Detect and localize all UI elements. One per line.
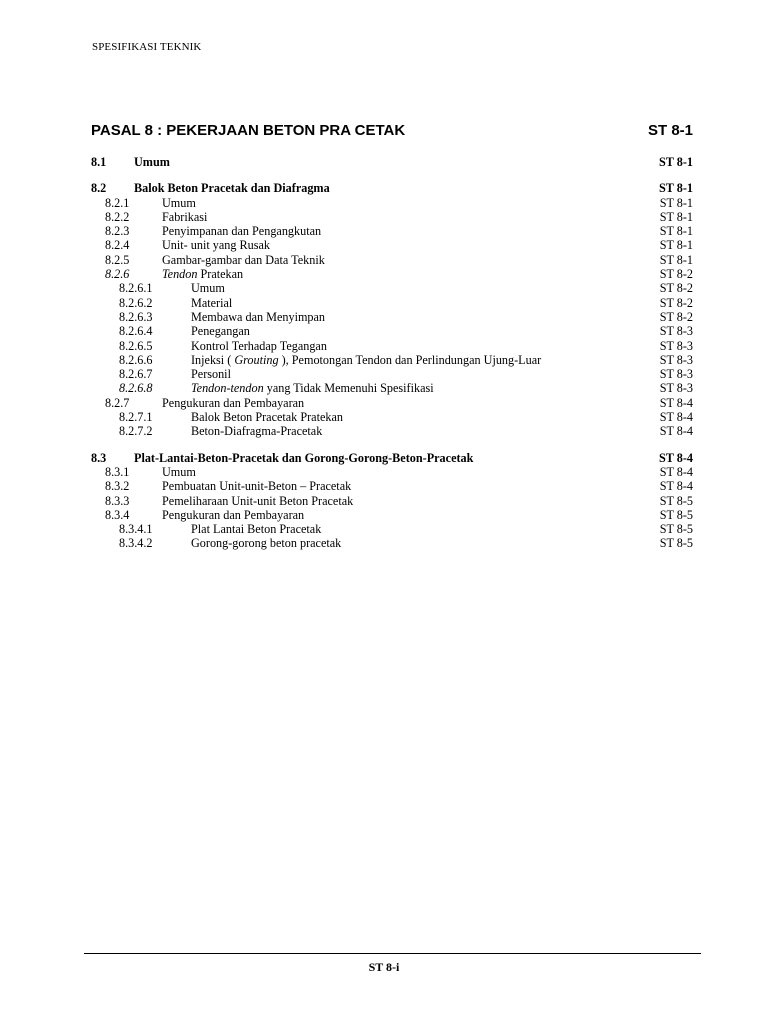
toc-label: Umum xyxy=(134,155,170,169)
toc-label: Pengukuran dan Pembayaran xyxy=(162,507,305,522)
toc-page: ST 8-5 xyxy=(659,522,693,537)
toc-label: Pembuatan Unit-unit-Beton – Pracetak xyxy=(162,479,352,494)
toc-label-rest: yang Tidak Memenuhi Spesifikasi xyxy=(263,381,434,396)
toc-page: ST 8-4 xyxy=(659,464,693,479)
toc-page: ST 8-4 xyxy=(659,410,693,425)
toc-label-italic: Grouting xyxy=(234,352,279,367)
toc-label-rest: Pratekan xyxy=(197,267,244,282)
page-number: ST 8-i xyxy=(368,960,400,974)
toc-label: Personil xyxy=(191,367,231,382)
toc-page: ST 8-4 xyxy=(659,424,693,439)
toc-label: Penegangan xyxy=(191,324,250,339)
toc-label xyxy=(191,381,434,395)
toc-page: ST 8-1 xyxy=(659,252,693,267)
toc-number: 8.2.3 xyxy=(105,224,130,239)
toc-page: ST 8-1 xyxy=(659,209,693,224)
chapter-title: PASAL 8 : PEKERJAAN BETON PRA CETAK xyxy=(91,122,406,139)
toc-label: Membawa dan Menyimpan xyxy=(191,309,326,324)
toc-number: 8.2.6.5 xyxy=(119,338,153,353)
running-header: SPESIFIKASI TEKNIK xyxy=(92,41,202,53)
toc-entry-8-2 xyxy=(91,181,693,195)
toc-page: ST 8-1 xyxy=(659,195,693,210)
toc-entry-8-2-6-8 xyxy=(91,381,693,395)
toc-label: Balok Beton Pracetak Pratekan xyxy=(191,410,343,425)
toc-page: ST 8-4 xyxy=(659,479,693,494)
toc-label: Material xyxy=(191,295,233,310)
toc-number: 8.2.5 xyxy=(105,252,130,267)
toc-number: 8.2.6.1 xyxy=(119,281,153,296)
toc-label: Umum xyxy=(162,195,196,210)
toc-entry-8-3-4-2 xyxy=(91,536,693,550)
toc-label-italic: Tendon xyxy=(162,267,198,282)
toc-entry-8-3-3 xyxy=(91,494,693,508)
toc-page: ST 8-5 xyxy=(659,536,693,551)
toc-number: 8.2 xyxy=(91,181,107,196)
toc-number: 8.2.6.6 xyxy=(119,352,153,367)
toc-entry-8-2-6-5 xyxy=(91,339,693,353)
toc-label xyxy=(191,353,541,367)
toc-number: 8.2.2 xyxy=(105,209,130,224)
toc-entry-8-2-6-6 xyxy=(91,353,693,367)
toc-label: Balok Beton Pracetak dan Diafragma xyxy=(134,181,330,196)
toc-number: 8.3 xyxy=(91,450,107,465)
chapter-title-page: ST 8-1 xyxy=(647,122,693,139)
toc-number: 8.1 xyxy=(91,155,107,169)
toc-number: 8.2.1 xyxy=(105,195,130,210)
toc-entry-8-2-7-2 xyxy=(91,424,693,438)
toc-label-rest: ), Pemotongan Tendon dan Perlindungan Ujung-Luar xyxy=(278,352,542,367)
toc-entry-8-2-1 xyxy=(91,196,693,210)
toc-page: ST 8-2 xyxy=(659,309,693,324)
toc-entry-8-2-5 xyxy=(91,253,693,267)
toc-number: 8.2.6.4 xyxy=(119,324,153,339)
toc-label: Gambar-gambar dan Data Teknik xyxy=(162,252,325,267)
toc-entry-8-2-7-1 xyxy=(91,410,693,424)
toc-page: ST 8-1 xyxy=(659,155,693,169)
toc-page: ST 8-2 xyxy=(659,295,693,310)
toc-entry-8-2-7 xyxy=(91,396,693,410)
toc-label: Beton-Diafragma-Pracetak xyxy=(191,424,323,439)
toc-label-pre: Injeksi ( xyxy=(191,352,235,367)
toc-page: ST 8-3 xyxy=(659,352,693,367)
toc-label: Plat Lantai Beton Pracetak xyxy=(191,522,322,537)
toc-entry-8-2-2 xyxy=(91,210,693,224)
toc-entry-8-2-3 xyxy=(91,224,693,238)
toc-label xyxy=(162,267,243,281)
toc-entry-8-3-2 xyxy=(91,479,693,493)
toc-label: Plat-Lantai-Beton-Pracetak dan Gorong-Gorong-Beton-Pracetak xyxy=(134,450,474,465)
toc-page: ST 8-1 xyxy=(659,238,693,253)
toc-page: ST 8-2 xyxy=(659,281,693,296)
toc-label: Kontrol Terhadap Tegangan xyxy=(191,338,327,353)
toc-page: ST 8-1 xyxy=(659,181,693,196)
toc-label: Umum xyxy=(191,281,225,296)
toc-entry-8-2-6 xyxy=(91,267,693,281)
toc-entry-8-1 xyxy=(91,155,693,169)
toc-entry-8-3-1 xyxy=(91,465,693,479)
toc-number: 8.2.6 xyxy=(105,267,130,282)
toc-number: 8.2.7.1 xyxy=(119,410,153,425)
toc-page: ST 8-3 xyxy=(659,381,693,396)
toc-entry-8-2-4 xyxy=(91,238,693,252)
toc-number: 8.3.4.2 xyxy=(119,536,153,551)
toc-entry-8-2-6-2 xyxy=(91,296,693,310)
toc-label-italic: Tendon-tendon xyxy=(191,381,264,396)
toc-label: Fabrikasi xyxy=(162,209,208,224)
toc-number: 8.3.3 xyxy=(105,493,130,508)
toc-label: Pengukuran dan Pembayaran xyxy=(162,395,305,410)
toc-number: 8.3.1 xyxy=(105,464,130,479)
toc-label: Umum xyxy=(162,464,196,479)
toc-number: 8.3.4 xyxy=(105,507,130,522)
toc-number: 8.2.7 xyxy=(105,395,130,410)
chapter-title-row xyxy=(91,122,693,139)
toc-page: ST 8-2 xyxy=(659,267,693,282)
toc-label: Gorong-gorong beton pracetak xyxy=(191,536,342,551)
toc-page: ST 8-3 xyxy=(659,367,693,382)
toc-page: ST 8-5 xyxy=(659,493,693,508)
footer-divider xyxy=(84,953,701,954)
toc-number: 8.2.6.2 xyxy=(119,295,153,310)
table-of-contents xyxy=(91,155,693,551)
toc-number: 8.2.6.3 xyxy=(119,309,153,324)
toc-entry-8-3 xyxy=(91,451,693,465)
toc-number: 8.3.2 xyxy=(105,479,130,494)
toc-label: Pemeliharaan Unit-unit Beton Pracetak xyxy=(162,493,354,508)
toc-entry-8-2-6-1 xyxy=(91,281,693,295)
toc-page: ST 8-4 xyxy=(659,450,693,465)
toc-label: Penyimpanan dan Pengangkutan xyxy=(162,224,322,239)
toc-entry-8-2-6-3 xyxy=(91,310,693,324)
toc-label: Unit- unit yang Rusak xyxy=(162,238,270,253)
toc-page: ST 8-4 xyxy=(659,395,693,410)
toc-page: ST 8-1 xyxy=(659,224,693,239)
toc-number: 8.3.4.1 xyxy=(119,522,153,537)
toc-entry-8-2-6-7 xyxy=(91,367,693,381)
toc-number: 8.2.7.2 xyxy=(119,424,153,439)
toc-page: ST 8-3 xyxy=(659,324,693,339)
toc-entry-8-3-4-1 xyxy=(91,522,693,536)
toc-entry-8-2-6-4 xyxy=(91,324,693,338)
toc-number: 8.2.6.7 xyxy=(119,367,153,382)
toc-number: 8.2.4 xyxy=(105,238,130,253)
toc-entry-8-3-4 xyxy=(91,508,693,522)
toc-page: ST 8-3 xyxy=(659,338,693,353)
toc-number: 8.2.6.8 xyxy=(119,381,153,396)
toc-page: ST 8-5 xyxy=(659,507,693,522)
